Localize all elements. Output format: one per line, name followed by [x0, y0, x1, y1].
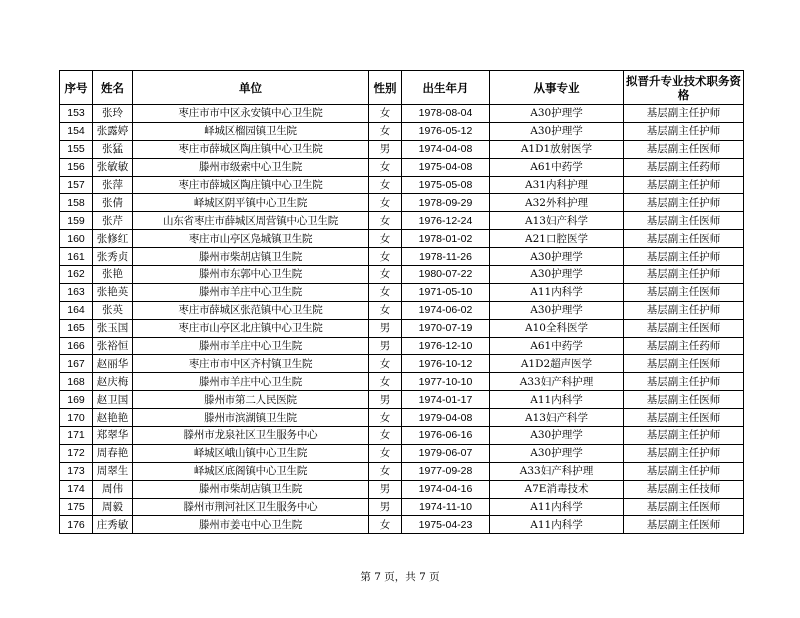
cell-name: 张修红	[93, 230, 133, 248]
cell-index: 162	[60, 266, 93, 284]
cell-index: 175	[60, 498, 93, 516]
cell-index: 171	[60, 427, 93, 445]
cell-gender: 女	[369, 194, 402, 212]
cell-specialty: A11内科学	[490, 391, 624, 409]
cell-name: 赵卫国	[93, 391, 133, 409]
cell-unit: 峄城区阴平镇中心卫生院	[133, 194, 369, 212]
cell-unit: 枣庄市山亭区北庄镇中心卫生院	[133, 319, 369, 337]
cell-specialty: A11内科学	[490, 283, 624, 301]
cell-gender: 女	[369, 462, 402, 480]
cell-name: 张秀贞	[93, 248, 133, 266]
cell-name: 张玲	[93, 105, 133, 123]
cell-birth-date: 1976-05-12	[402, 122, 490, 140]
table-body	[60, 105, 744, 534]
cell-unit: 枣庄市市中区永安镇中心卫生院	[133, 105, 369, 123]
cell-birth-date: 1979-06-07	[402, 444, 490, 462]
cell-index: 168	[60, 373, 93, 391]
cell-qualification: 基层副主任医师	[624, 516, 744, 534]
header-name: 姓名	[93, 71, 133, 105]
cell-unit: 枣庄市山亭区凫城镇卫生院	[133, 230, 369, 248]
table-row	[60, 462, 744, 480]
cell-gender: 女	[369, 516, 402, 534]
cell-index: 173	[60, 462, 93, 480]
cell-birth-date: 1974-06-02	[402, 301, 490, 319]
header-unit: 单位	[133, 71, 369, 105]
cell-specialty: A13妇产科学	[490, 212, 624, 230]
cell-specialty: A30护理学	[490, 266, 624, 284]
cell-index: 156	[60, 158, 93, 176]
cell-unit: 滕州市柴胡店镇卫生院	[133, 248, 369, 266]
cell-qualification: 基层副主任医师	[624, 283, 744, 301]
table-row	[60, 158, 744, 176]
table-row	[60, 355, 744, 373]
cell-qualification: 基层副主任护师	[624, 301, 744, 319]
cell-unit: 枣庄市薛城区陶庄镇中心卫生院	[133, 140, 369, 158]
table-row	[60, 444, 744, 462]
cell-unit: 滕州市柴胡店镇卫生院	[133, 480, 369, 498]
cell-name: 张倩	[93, 194, 133, 212]
cell-name: 张艳	[93, 266, 133, 284]
cell-qualification: 基层副主任技师	[624, 480, 744, 498]
cell-name: 庄秀敏	[93, 516, 133, 534]
header-qualification: 拟晋升专业技术职务资格	[624, 71, 744, 105]
cell-index: 169	[60, 391, 93, 409]
cell-unit: 枣庄市薛城区张范镇中心卫生院	[133, 301, 369, 319]
table-row	[60, 266, 744, 284]
cell-birth-date: 1975-04-23	[402, 516, 490, 534]
cell-index: 153	[60, 105, 93, 123]
roster-table	[59, 70, 744, 534]
cell-specialty: A13妇产科学	[490, 409, 624, 427]
cell-gender: 男	[369, 480, 402, 498]
cell-specialty: A30护理学	[490, 122, 624, 140]
cell-qualification: 基层副主任医师	[624, 409, 744, 427]
page-footer: 第 7 页，共 7 页	[360, 571, 440, 583]
cell-index: 155	[60, 140, 93, 158]
cell-name: 张萍	[93, 176, 133, 194]
cell-index: 158	[60, 194, 93, 212]
cell-birth-date: 1976-12-24	[402, 212, 490, 230]
cell-unit: 滕州市羊庄中心卫生院	[133, 283, 369, 301]
cell-index: 176	[60, 516, 93, 534]
cell-unit: 枣庄市市中区齐村镇卫生院	[133, 355, 369, 373]
cell-gender: 女	[369, 373, 402, 391]
cell-birth-date: 1974-01-17	[402, 391, 490, 409]
cell-birth-date: 1976-10-12	[402, 355, 490, 373]
cell-birth-date: 1971-05-10	[402, 283, 490, 301]
cell-gender: 女	[369, 158, 402, 176]
cell-specialty: A61中药学	[490, 337, 624, 355]
cell-birth-date: 1976-06-16	[402, 427, 490, 445]
table-row	[60, 516, 744, 534]
cell-qualification: 基层副主任药师	[624, 337, 744, 355]
cell-specialty: A32外科护理	[490, 194, 624, 212]
table-row	[60, 230, 744, 248]
cell-birth-date: 1979-04-08	[402, 409, 490, 427]
cell-qualification: 基层副主任护师	[624, 373, 744, 391]
cell-index: 170	[60, 409, 93, 427]
cell-qualification: 基层副主任护师	[624, 122, 744, 140]
cell-index: 172	[60, 444, 93, 462]
cell-unit: 滕州市荆河社区卫生服务中心	[133, 498, 369, 516]
cell-unit: 枣庄市薛城区陶庄镇中心卫生院	[133, 176, 369, 194]
cell-unit: 滕州市第二人民医院	[133, 391, 369, 409]
cell-birth-date: 1978-08-04	[402, 105, 490, 123]
cell-qualification: 基层副主任护师	[624, 462, 744, 480]
cell-birth-date: 1974-04-08	[402, 140, 490, 158]
cell-qualification: 基层副主任护师	[624, 444, 744, 462]
cell-birth-date: 1980-07-22	[402, 266, 490, 284]
cell-index: 163	[60, 283, 93, 301]
cell-specialty: A30护理学	[490, 248, 624, 266]
cell-index: 160	[60, 230, 93, 248]
cell-index: 161	[60, 248, 93, 266]
cell-gender: 男	[369, 498, 402, 516]
table-row	[60, 212, 744, 230]
cell-gender: 女	[369, 355, 402, 373]
cell-gender: 女	[369, 212, 402, 230]
cell-unit: 滕州市羊庄中心卫生院	[133, 373, 369, 391]
table-row	[60, 391, 744, 409]
cell-specialty: A31内科护理	[490, 176, 624, 194]
cell-specialty: A11内科学	[490, 516, 624, 534]
table-row	[60, 373, 744, 391]
cell-index: 154	[60, 122, 93, 140]
cell-name: 张裕恒	[93, 337, 133, 355]
cell-index: 157	[60, 176, 93, 194]
cell-name: 周伟	[93, 480, 133, 498]
cell-specialty: A30护理学	[490, 444, 624, 462]
cell-name: 张露婷	[93, 122, 133, 140]
cell-gender: 女	[369, 176, 402, 194]
cell-specialty: A30护理学	[490, 105, 624, 123]
cell-qualification: 基层副主任护师	[624, 427, 744, 445]
cell-name: 张艳英	[93, 283, 133, 301]
cell-unit: 山东省枣庄市薛城区周营镇中心卫生院	[133, 212, 369, 230]
cell-birth-date: 1970-07-19	[402, 319, 490, 337]
cell-gender: 女	[369, 283, 402, 301]
cell-name: 郑翠华	[93, 427, 133, 445]
cell-birth-date: 1974-11-10	[402, 498, 490, 516]
cell-qualification: 基层副主任药师	[624, 158, 744, 176]
cell-specialty: A1D2超声医学	[490, 355, 624, 373]
cell-name: 赵丽华	[93, 355, 133, 373]
table-row	[60, 337, 744, 355]
cell-name: 张敏敏	[93, 158, 133, 176]
table-row	[60, 140, 744, 158]
cell-name: 张英	[93, 301, 133, 319]
table-row	[60, 122, 744, 140]
cell-gender: 女	[369, 122, 402, 140]
table-row	[60, 194, 744, 212]
cell-birth-date: 1978-11-26	[402, 248, 490, 266]
table-row	[60, 176, 744, 194]
cell-name: 周翠生	[93, 462, 133, 480]
header-birth-date: 出生年月	[402, 71, 490, 105]
cell-unit: 峄城区底阁镇中心卫生院	[133, 462, 369, 480]
cell-gender: 男	[369, 337, 402, 355]
cell-qualification: 基层副主任医师	[624, 355, 744, 373]
cell-name: 张猛	[93, 140, 133, 158]
cell-gender: 女	[369, 444, 402, 462]
cell-birth-date: 1976-12-10	[402, 337, 490, 355]
cell-name: 赵艳艳	[93, 409, 133, 427]
cell-index: 167	[60, 355, 93, 373]
cell-index: 165	[60, 319, 93, 337]
table-row	[60, 319, 744, 337]
cell-qualification: 基层副主任医师	[624, 498, 744, 516]
cell-gender: 女	[369, 105, 402, 123]
cell-gender: 女	[369, 230, 402, 248]
table-row	[60, 409, 744, 427]
cell-name: 张芹	[93, 212, 133, 230]
header-specialty: 从事专业	[490, 71, 624, 105]
cell-birth-date: 1978-09-29	[402, 194, 490, 212]
cell-gender: 男	[369, 391, 402, 409]
cell-index: 164	[60, 301, 93, 319]
cell-specialty: A11内科学	[490, 498, 624, 516]
cell-specialty: A61中药学	[490, 158, 624, 176]
cell-index: 166	[60, 337, 93, 355]
cell-unit: 滕州市级索中心卫生院	[133, 158, 369, 176]
cell-birth-date: 1975-05-08	[402, 176, 490, 194]
table-row	[60, 283, 744, 301]
cell-specialty: A30护理学	[490, 301, 624, 319]
table-row	[60, 301, 744, 319]
cell-qualification: 基层副主任护师	[624, 194, 744, 212]
cell-specialty: A1D1放射医学	[490, 140, 624, 158]
table-row	[60, 105, 744, 123]
cell-name: 赵庆梅	[93, 373, 133, 391]
cell-gender: 男	[369, 319, 402, 337]
table-header-row	[60, 71, 744, 105]
cell-qualification: 基层副主任护师	[624, 105, 744, 123]
cell-name: 周春艳	[93, 444, 133, 462]
cell-birth-date: 1977-09-28	[402, 462, 490, 480]
cell-unit: 滕州市羊庄中心卫生院	[133, 337, 369, 355]
cell-birth-date: 1978-01-02	[402, 230, 490, 248]
table-row	[60, 480, 744, 498]
cell-name: 周毅	[93, 498, 133, 516]
cell-qualification: 基层副主任医师	[624, 319, 744, 337]
cell-gender: 女	[369, 301, 402, 319]
cell-gender: 女	[369, 266, 402, 284]
cell-qualification: 基层副主任医师	[624, 230, 744, 248]
cell-specialty: A30护理学	[490, 427, 624, 445]
cell-birth-date: 1975-04-08	[402, 158, 490, 176]
cell-name: 张玉国	[93, 319, 133, 337]
header-index: 序号	[60, 71, 93, 105]
cell-unit: 滕州市姜屯中心卫生院	[133, 516, 369, 534]
cell-gender: 女	[369, 248, 402, 266]
cell-specialty: A7E消毒技术	[490, 480, 624, 498]
cell-qualification: 基层副主任医师	[624, 212, 744, 230]
cell-specialty: A10全科医学	[490, 319, 624, 337]
table-row	[60, 498, 744, 516]
cell-qualification: 基层副主任医师	[624, 391, 744, 409]
cell-unit: 峄城区峨山镇中心卫生院	[133, 444, 369, 462]
cell-birth-date: 1977-10-10	[402, 373, 490, 391]
cell-specialty: A33妇产科护理	[490, 373, 624, 391]
table-row	[60, 427, 744, 445]
cell-gender: 女	[369, 427, 402, 445]
cell-specialty: A21口腔医学	[490, 230, 624, 248]
table-row	[60, 248, 744, 266]
header-gender: 性别	[369, 71, 402, 105]
cell-qualification: 基层副主任护师	[624, 248, 744, 266]
cell-unit: 滕州市龙泉社区卫生服务中心	[133, 427, 369, 445]
cell-unit: 峄城区榴园镇卫生院	[133, 122, 369, 140]
cell-index: 159	[60, 212, 93, 230]
cell-qualification: 基层副主任医师	[624, 140, 744, 158]
cell-qualification: 基层副主任护师	[624, 266, 744, 284]
cell-index: 174	[60, 480, 93, 498]
cell-unit: 滕州市滨湖镇卫生院	[133, 409, 369, 427]
cell-specialty: A33妇产科护理	[490, 462, 624, 480]
cell-gender: 男	[369, 140, 402, 158]
cell-qualification: 基层副主任护师	[624, 176, 744, 194]
cell-birth-date: 1974-04-16	[402, 480, 490, 498]
cell-unit: 滕州市东郭中心卫生院	[133, 266, 369, 284]
cell-gender: 女	[369, 409, 402, 427]
